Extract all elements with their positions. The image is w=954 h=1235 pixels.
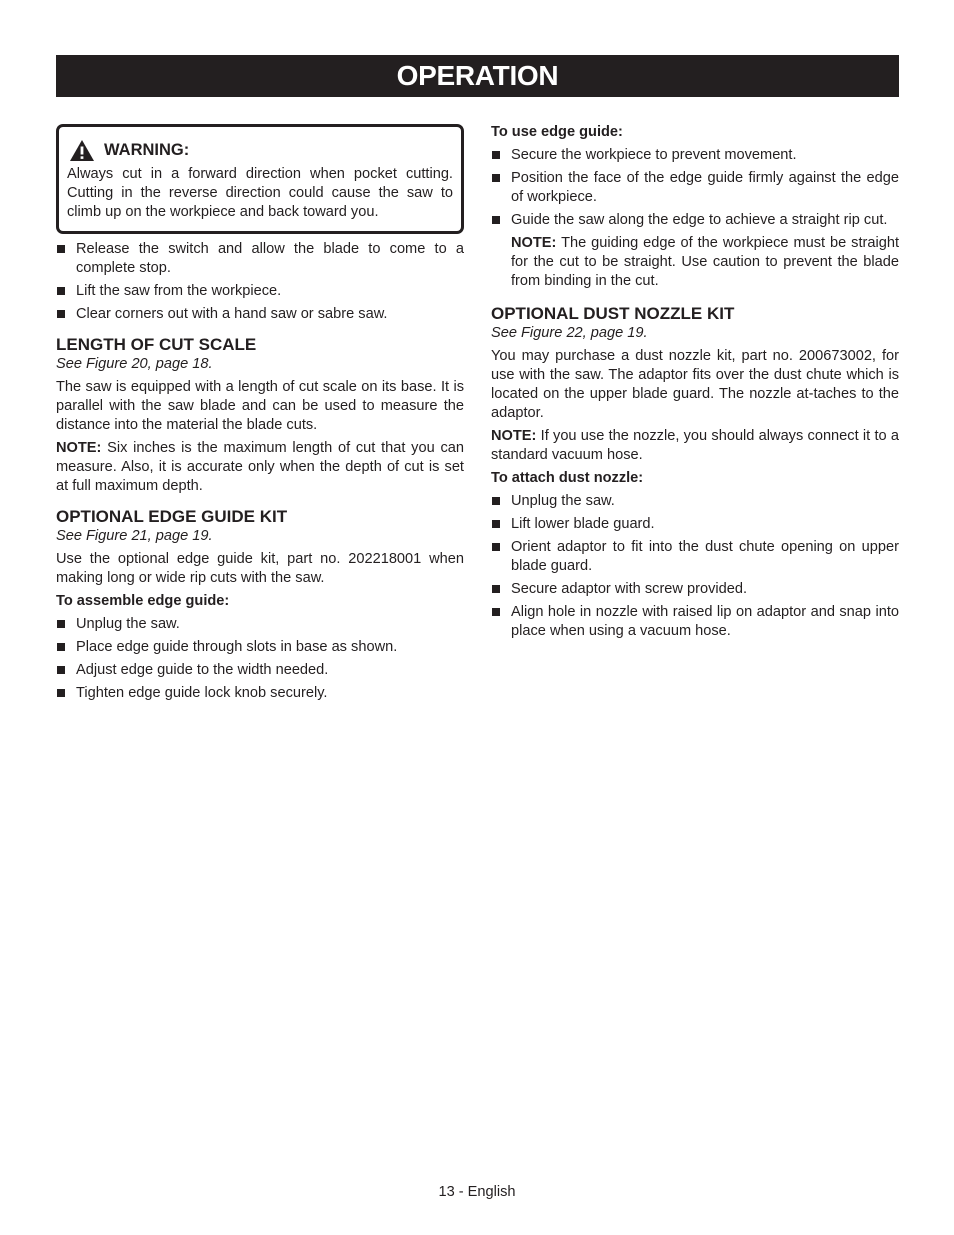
list-item: Secure adaptor with screw provided. xyxy=(491,580,899,599)
right-column xyxy=(491,123,899,645)
bullet-square-icon xyxy=(492,608,500,616)
warning-label: WARNING: xyxy=(104,141,190,159)
warning-box xyxy=(56,124,464,234)
page-title: OPERATION xyxy=(56,55,899,97)
bullet-square-icon xyxy=(57,666,65,674)
list-item: Align hole in nozzle with raised lip on adaptor and snap into place when using a vacuum hose. xyxy=(491,603,899,641)
note-label: NOTE: xyxy=(56,440,102,456)
stop-steps-list xyxy=(56,240,464,324)
subheading-assemble: To assemble edge guide: xyxy=(56,593,230,609)
bullet-square-icon xyxy=(492,520,500,528)
list-item: Orient adaptor to fit into the dust chute opening on upper blade guard. xyxy=(491,538,899,576)
bullet-square-icon xyxy=(57,287,65,295)
note: NOTE: If you use the nozzle, you should always connect it to a standard vacuum hose. xyxy=(491,428,899,463)
bullet-square-icon xyxy=(492,174,500,182)
note: NOTE: Six inches is the maximum length of cut that you can measure. Also, it is accurate only when the depth of cut is set at full maximum depth. xyxy=(56,440,464,494)
list-item: Lift lower blade guard. xyxy=(491,515,899,534)
paragraph: The saw is equipped with a length of cut scale on its base. It is parallel with the saw blade and can be used to measure the distance into the material the blade cuts. xyxy=(56,379,464,433)
paragraph: You may purchase a dust nozzle kit, part no. 200673002, for use with the saw. The adaptor fits over the dust chute which is located on the upper blade guard. The nozzle at-taches to the adaptor. xyxy=(491,348,899,421)
bullet-square-icon xyxy=(57,689,65,697)
figure-reference: See Figure 21, page 19. xyxy=(56,528,213,544)
list-item: Unplug the saw. xyxy=(491,492,899,511)
figure-reference: See Figure 22, page 19. xyxy=(491,325,648,341)
warning-heading xyxy=(67,139,453,162)
section-heading-dust-nozzle: OPTIONAL DUST NOZZLE KIT xyxy=(491,304,735,323)
bullet-square-icon xyxy=(57,245,65,253)
warning-triangle-icon xyxy=(69,139,95,162)
list-item: Tighten edge guide lock knob securely. xyxy=(56,684,464,703)
list-item: Clear corners out with a hand saw or sabre saw. xyxy=(56,305,464,324)
attach-nozzle-list xyxy=(491,492,899,641)
list-item: Release the switch and allow the blade to come to a complete stop. xyxy=(56,240,464,278)
bullet-square-icon xyxy=(492,151,500,159)
bullet-square-icon xyxy=(492,216,500,224)
bullet-square-icon xyxy=(57,310,65,318)
assemble-steps-list xyxy=(56,615,464,703)
use-edge-guide-list xyxy=(491,146,899,230)
list-item: Place edge guide through slots in base as shown. xyxy=(56,638,464,657)
list-item: Lift the saw from the workpiece. xyxy=(56,282,464,301)
list-item: Unplug the saw. xyxy=(56,615,464,634)
note-label: NOTE: xyxy=(511,235,557,251)
subheading-use-edge-guide: To use edge guide: xyxy=(491,124,623,140)
bullet-square-icon xyxy=(492,497,500,505)
list-item: Guide the saw along the edge to achieve a straight rip cut. xyxy=(491,211,899,230)
section-heading-edge-guide: OPTIONAL EDGE GUIDE KIT xyxy=(56,507,288,526)
list-item: Position the face of the edge guide firmly against the edge of workpiece. xyxy=(491,169,899,207)
note-label: NOTE: xyxy=(491,428,537,444)
warning-text: Always cut in a forward direction when pocket cutting. Cutting in the reverse direction could cause the saw to climb up on the workpiece and back toward you. xyxy=(67,166,453,220)
paragraph: Use the optional edge guide kit, part no. 202218001 when making long or wide rip cuts with the saw. xyxy=(56,551,464,586)
page-number: 13 - English xyxy=(438,1184,516,1200)
note: NOTE: The guiding edge of the workpiece must be straight for the cut to be straight. Use caution to prevent the blade from binding in the cut. xyxy=(511,235,899,289)
list-item: Secure the workpiece to prevent movement. xyxy=(491,146,899,165)
list-item: Adjust edge guide to the width needed. xyxy=(56,661,464,680)
left-column xyxy=(56,124,464,707)
subheading-attach-nozzle: To attach dust nozzle: xyxy=(491,470,644,486)
bullet-square-icon xyxy=(57,620,65,628)
section-heading-length-scale: LENGTH OF CUT SCALE xyxy=(56,335,257,354)
bullet-square-icon xyxy=(492,543,500,551)
bullet-square-icon xyxy=(492,585,500,593)
bullet-square-icon xyxy=(57,643,65,651)
figure-reference: See Figure 20, page 18. xyxy=(56,356,213,372)
